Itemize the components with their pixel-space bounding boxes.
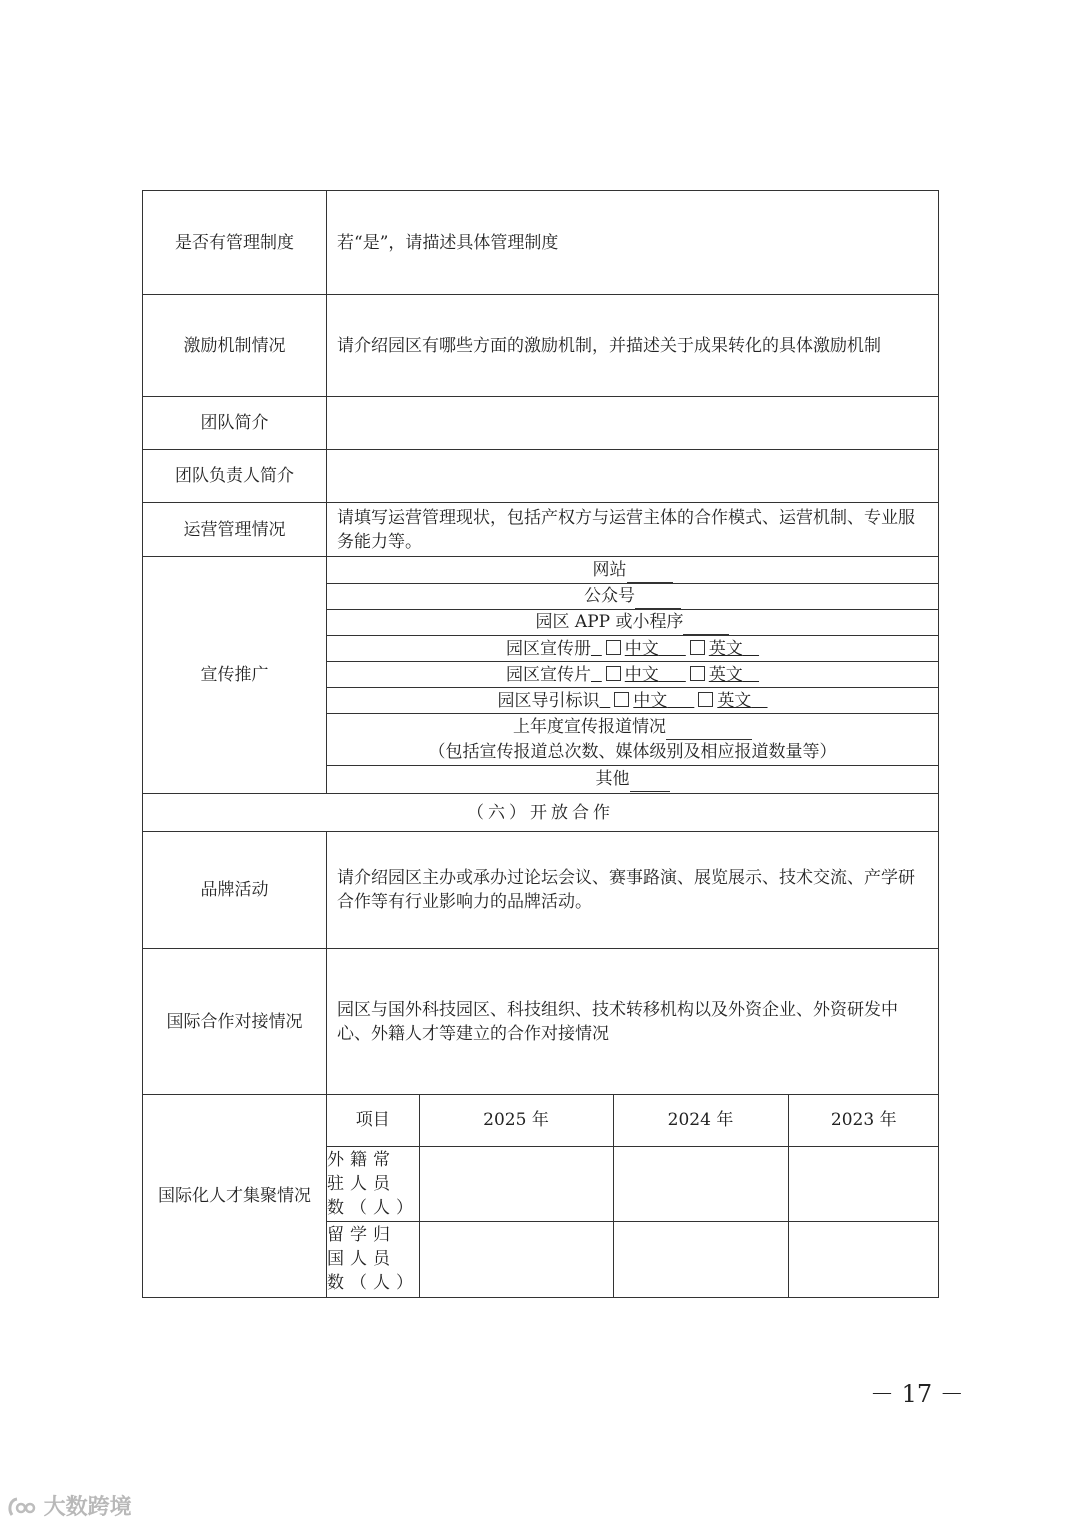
promo-app[interactable] xyxy=(327,610,938,636)
talent-cell-foreign-2023[interactable] xyxy=(788,1146,939,1221)
label-intl-cooperation: 国际合作对接情况 xyxy=(143,949,327,1095)
option-chinese-label: 中文 xyxy=(624,638,659,659)
option-chinese-label: 中文 xyxy=(624,664,659,685)
promo-signage-label: 园区导引标识 xyxy=(497,690,600,711)
talent-cell-returnees-2025[interactable] xyxy=(419,1221,613,1297)
talent-cell-foreign-2025[interactable] xyxy=(419,1146,613,1221)
watermark xyxy=(8,1490,132,1521)
promo-website-label: 网站 xyxy=(592,559,627,580)
field-operations[interactable]: 请填写运营管理现状，包括产权方与运营主体的合作模式、运营机制、专业服务能力等。 xyxy=(327,503,939,557)
option-english-label: 英文 xyxy=(717,690,752,711)
promo-other[interactable] xyxy=(327,766,938,793)
field-team-leader[interactable] xyxy=(327,450,939,503)
talent-row-foreign-residents xyxy=(327,1146,939,1221)
option-english-label: 英文 xyxy=(708,638,743,659)
label-brand-activities: 品牌活动 xyxy=(143,832,327,949)
option-english-label: 英文 xyxy=(708,664,743,685)
label-management-system: 是否有管理制度 xyxy=(143,191,327,295)
blank-wechat[interactable] xyxy=(635,584,681,609)
field-incentive[interactable]: 请介绍园区有哪些方面的激励机制，并描述关于成果转化的具体激励机制 xyxy=(327,295,939,397)
row-section-title xyxy=(143,794,939,832)
label-team-leader: 团队负责人简介 xyxy=(143,450,327,503)
label-incentive: 激励机制情况 xyxy=(143,295,327,397)
section-title: （六）开放合作 xyxy=(143,794,939,832)
row-management-system xyxy=(143,191,939,295)
promotion-subtable xyxy=(327,558,938,793)
talent-subtable xyxy=(327,1095,939,1297)
promo-press-label: 上年度宣传报道情况 xyxy=(513,717,666,737)
page-number: － 17 － xyxy=(870,1380,964,1408)
talent-cell-foreign-2024[interactable] xyxy=(613,1146,788,1221)
row-incentive xyxy=(143,295,939,397)
option-chinese-label: 中文 xyxy=(633,690,668,711)
checkbox-video-english[interactable] xyxy=(690,666,705,681)
label-operations: 运营管理情况 xyxy=(143,503,327,557)
promo-press[interactable] xyxy=(327,714,938,766)
row-intl-talent xyxy=(143,1095,939,1298)
promo-signage xyxy=(327,688,938,714)
row-operations xyxy=(143,503,939,557)
talent-row-returnees xyxy=(327,1221,939,1297)
checkbox-signage-chinese[interactable] xyxy=(614,692,629,707)
talent-cell-returnees-2024[interactable] xyxy=(613,1221,788,1297)
promo-wechat[interactable] xyxy=(327,584,938,610)
checkbox-signage-english[interactable] xyxy=(698,692,713,707)
blank-app[interactable] xyxy=(683,610,729,635)
checkbox-brochure-chinese[interactable] xyxy=(606,640,621,655)
promo-brochure xyxy=(327,636,938,662)
talent-row-label-returnees: 留学归国人员数（人） xyxy=(327,1221,419,1297)
promotion-subtable-cell xyxy=(327,557,939,794)
field-brand-activities[interactable]: 请介绍园区主办或承办过论坛会议、赛事路演、展览展示、技术交流、产学研合作等有行业影响力的品牌活动。 xyxy=(327,832,939,949)
promo-press-note: （包括宣传报道总次数、媒体级别及相应报道数量等） xyxy=(428,742,837,762)
promo-app-label: 园区 APP 或小程序 xyxy=(535,612,684,632)
watermark-logo-icon xyxy=(8,1497,36,1517)
row-team-intro xyxy=(143,397,939,450)
row-brand-activities xyxy=(143,832,939,949)
talent-cell-returnees-2023[interactable] xyxy=(788,1221,939,1297)
field-intl-cooperation[interactable]: 园区与国外科技园区、科技组织、技术转移机构以及外资企业、外资研发中心、外籍人才等建立的合作对接情况 xyxy=(327,949,939,1095)
promo-wechat-label: 公众号 xyxy=(584,586,635,606)
promo-video-label: 园区宣传片 xyxy=(505,664,591,685)
row-intl-cooperation xyxy=(143,949,939,1095)
talent-header-2024: 2024 年 xyxy=(613,1095,788,1146)
talent-header-2023: 2023 年 xyxy=(788,1095,939,1146)
blank-website[interactable] xyxy=(627,558,673,583)
promo-video-options xyxy=(591,665,759,685)
promo-other-label: 其他 xyxy=(595,768,630,789)
promo-brochure-options xyxy=(591,639,759,659)
field-team-intro[interactable] xyxy=(327,397,939,450)
talent-header-item: 项目 xyxy=(327,1095,419,1146)
watermark-text: 大数跨境 xyxy=(43,1495,132,1520)
talent-row-label-foreign: 外籍常驻人员数（人） xyxy=(327,1146,419,1221)
blank-press[interactable] xyxy=(666,715,752,740)
promo-brochure-label: 园区宣传册 xyxy=(505,638,591,659)
promo-signage-options xyxy=(599,691,767,711)
label-intl-talent: 国际化人才集聚情况 xyxy=(143,1095,327,1298)
row-promotion xyxy=(143,557,939,794)
blank-other[interactable] xyxy=(630,767,670,792)
talent-subtable-cell xyxy=(327,1095,939,1298)
promo-website[interactable] xyxy=(327,558,938,584)
checkbox-brochure-english[interactable] xyxy=(690,640,705,655)
field-management-system[interactable]: 若“是”，请描述具体管理制度 xyxy=(327,191,939,295)
application-form-table xyxy=(142,190,939,1298)
row-team-leader xyxy=(143,450,939,503)
promo-video xyxy=(327,662,938,688)
talent-header-row xyxy=(327,1095,939,1146)
label-promotion: 宣传推广 xyxy=(143,557,327,794)
label-team-intro: 团队简介 xyxy=(143,397,327,450)
checkbox-video-chinese[interactable] xyxy=(606,666,621,681)
talent-header-2025: 2025 年 xyxy=(419,1095,613,1146)
